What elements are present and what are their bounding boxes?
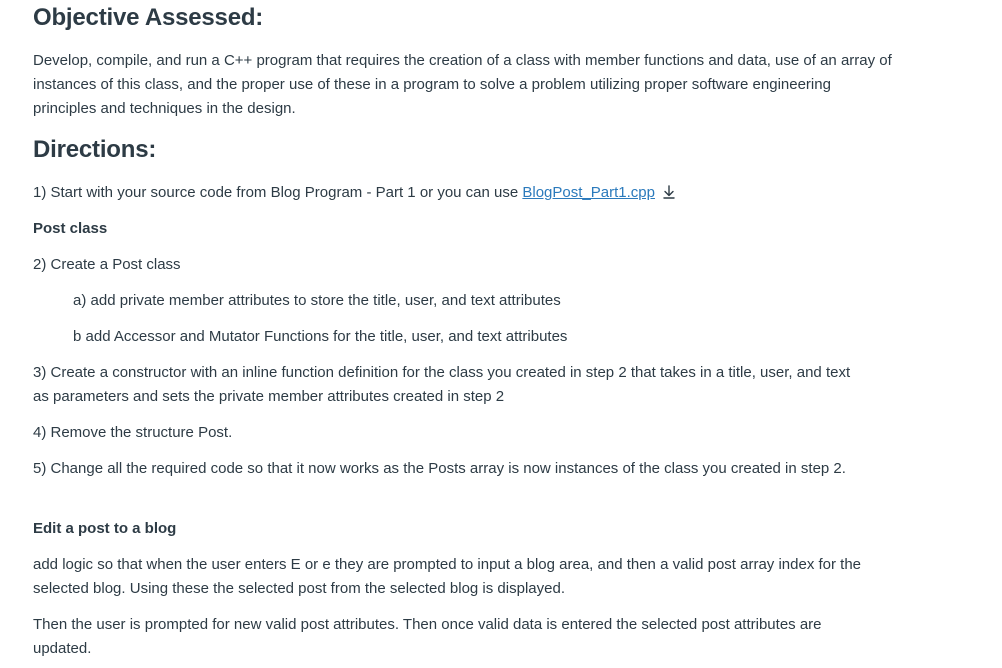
step-1	[33, 181, 676, 205]
edit-post-heading: Edit a post to a blog	[33, 520, 177, 537]
edit-post-paragraph-1: add logic so that when the user enters E or e they are prompted to input a blog area, and then a valid post array index for the selected blog. Using these the selected post from the selected blog is displayed.	[33, 556, 862, 597]
objective-heading: Objective Assessed:	[33, 4, 264, 31]
step-1-text: 1) Start with your source code from Blog Program - Part 1 or you can use	[33, 184, 523, 201]
objective-body: Develop, compile, and run a C++ program that requires the creation of a class with member functions and data, use of an array of instances of this class, and the proper use of these in a program to solve a problem utilizing proper software engineering principles and techniques in the design.	[33, 52, 892, 117]
step-4: 4) Remove the structure Post.	[33, 424, 233, 441]
step-3: 3) Create a constructor with an inline function definition for the class you created in step 2 that takes in a title, user, and text as parameters and sets the private member attributes created in step 2	[33, 364, 851, 405]
step-5: 5) Change all the required code so that it now works as the Posts array is now instances of the class you created in step 2.	[33, 460, 846, 477]
step-2a: a) add private member attributes to store the title, user, and text attributes	[73, 292, 561, 309]
step-2b: b add Accessor and Mutator Functions for the title, user, and text attributes	[73, 328, 568, 345]
blogpost-file-link[interactable]: BlogPost_Part1.cpp	[522, 184, 655, 201]
step-2: 2) Create a Post class	[33, 256, 181, 273]
edit-post-paragraph-2: Then the user is prompted for new valid post attributes. Then once valid data is entered the selected post attributes are updated.	[33, 616, 822, 657]
directions-heading: Directions:	[33, 136, 157, 163]
download-icon[interactable]	[662, 183, 676, 197]
post-class-heading: Post class	[33, 220, 108, 237]
